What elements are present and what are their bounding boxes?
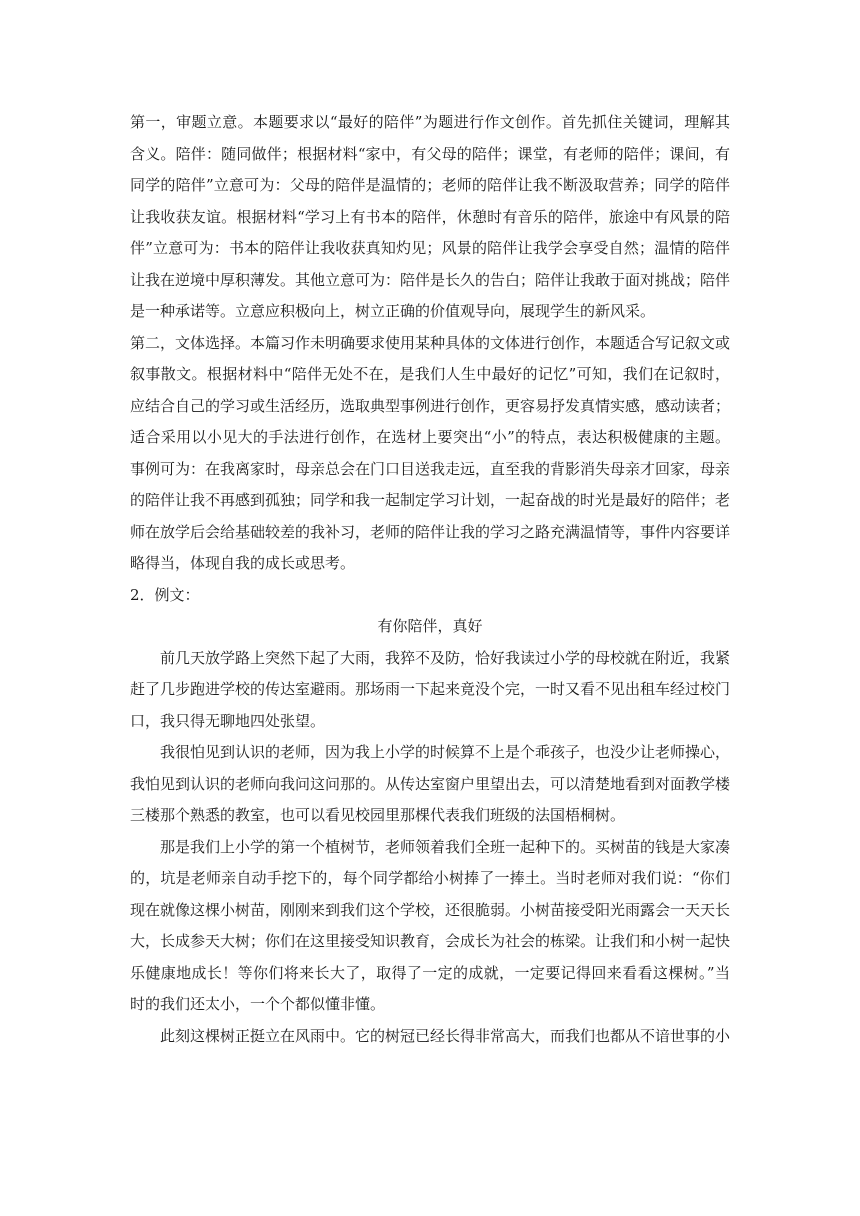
essay-paragraph: 那是我们上小学的第一个植树节，老师领着我们全班一起种下的。买树苗的钱是大家凑的，坑是老师亲自动手挖下的，每个同学都给小树捧了一捧土。当时老师对我们说：“你们现在就像这棵小树苗，刚刚来到我们这个学校，还很脆弱。小树苗接受阳光雨露会一天天长大，长成参天大树；你们在这里接受知识教育，会成长为社会的栋梁。让我们和小树一起快乐健康地成长！等你们将来长大了，取得了一定的成就，一定要记得回来看看这棵树。”当时的我们还太小，一个个都似懂非懂。 xyxy=(130,837,731,1013)
essay-paragraph: 此刻这棵树正挺立在风雨中。它的树冠已经长得非常高大，而我们也都从不谙世事的小 xyxy=(160,1026,731,1045)
section-label-example: 2．例文： xyxy=(130,585,200,604)
essay-title: 有你陪伴，真好 xyxy=(377,617,483,635)
document-body xyxy=(130,107,730,1052)
essay-paragraph: 我很怕见到认识的老师，因为我上小学的时候算不上是个乖孩子，也没少让老师操心，我怕见到认识的老师向我问这问那的。从传达室窗户里望出去，可以清楚地看到对面教学楼三楼那个熟悉的教室，也可以看见校园里那棵代表我们班级的法国梧桐树。 xyxy=(130,743,731,824)
paragraph-theme-analysis: 第一，审题立意。本题要求以“最好的陪伴”为题进行作文创作。首先抓住关键词，理解其含义。陪伴：随同做伴；根据材料“家中，有父母的陪伴；课堂，有老师的陪伴；课间，有同学的陪伴”立意可为：父母的陪伴是温情的；老师的陪伴让我不断汲取营养；同学的陪伴让我收获友谊。根据材料“学习上有书本的陪伴，休憩时有音乐的陪伴，旅途中有风景的陪伴”立意可为：书本的陪伴让我收获真知灼见；风景的陪伴让我学会享受自然；温情的陪伴让我在逆境中厚积薄发。其他立意可为：陪伴是长久的告白；陪伴让我敢于面对挑战；陪伴是一种承诺等。立意应积极向上，树立正确的价值观导向，展现学生的新风采。 xyxy=(130,113,731,320)
paragraph-genre-selection: 第二，文体选择。本篇习作未明确要求使用某种具体的文体进行创作，本题适合写记叙文或叙事散文。根据材料中“陪伴无处不在，是我们人生中最好的记忆”可知，我们在记叙时，应结合自己的学习或生活经历，选取典型事例进行创作，更容易抒发真情实感，感动读者；适合采用以小见大的手法进行创作，在选材上要突出“小”的特点，表达积极健康的主题。事例可为：在我离家时，母亲总会在门口目送我走远，直至我的背影消失母亲才回家，母亲的陪伴让我不再感到孤独；同学和我一起制定学习计划，一起奋战的时光是最好的陪伴；老师在放学后会给基础较差的我补习，老师的陪伴让我的学习之路充满温情等，事件内容要详略得当，体现自我的成长或思考。 xyxy=(130,333,731,572)
essay-paragraph: 前几天放学路上突然下起了大雨，我猝不及防，恰好我读过小学的母校就在附近，我紧赶了几步跑进学校的传达室避雨。那场雨一下起来竟没个完，一时又看不见出租车经过校门口，我只得无聊地四处张望。 xyxy=(130,648,731,730)
